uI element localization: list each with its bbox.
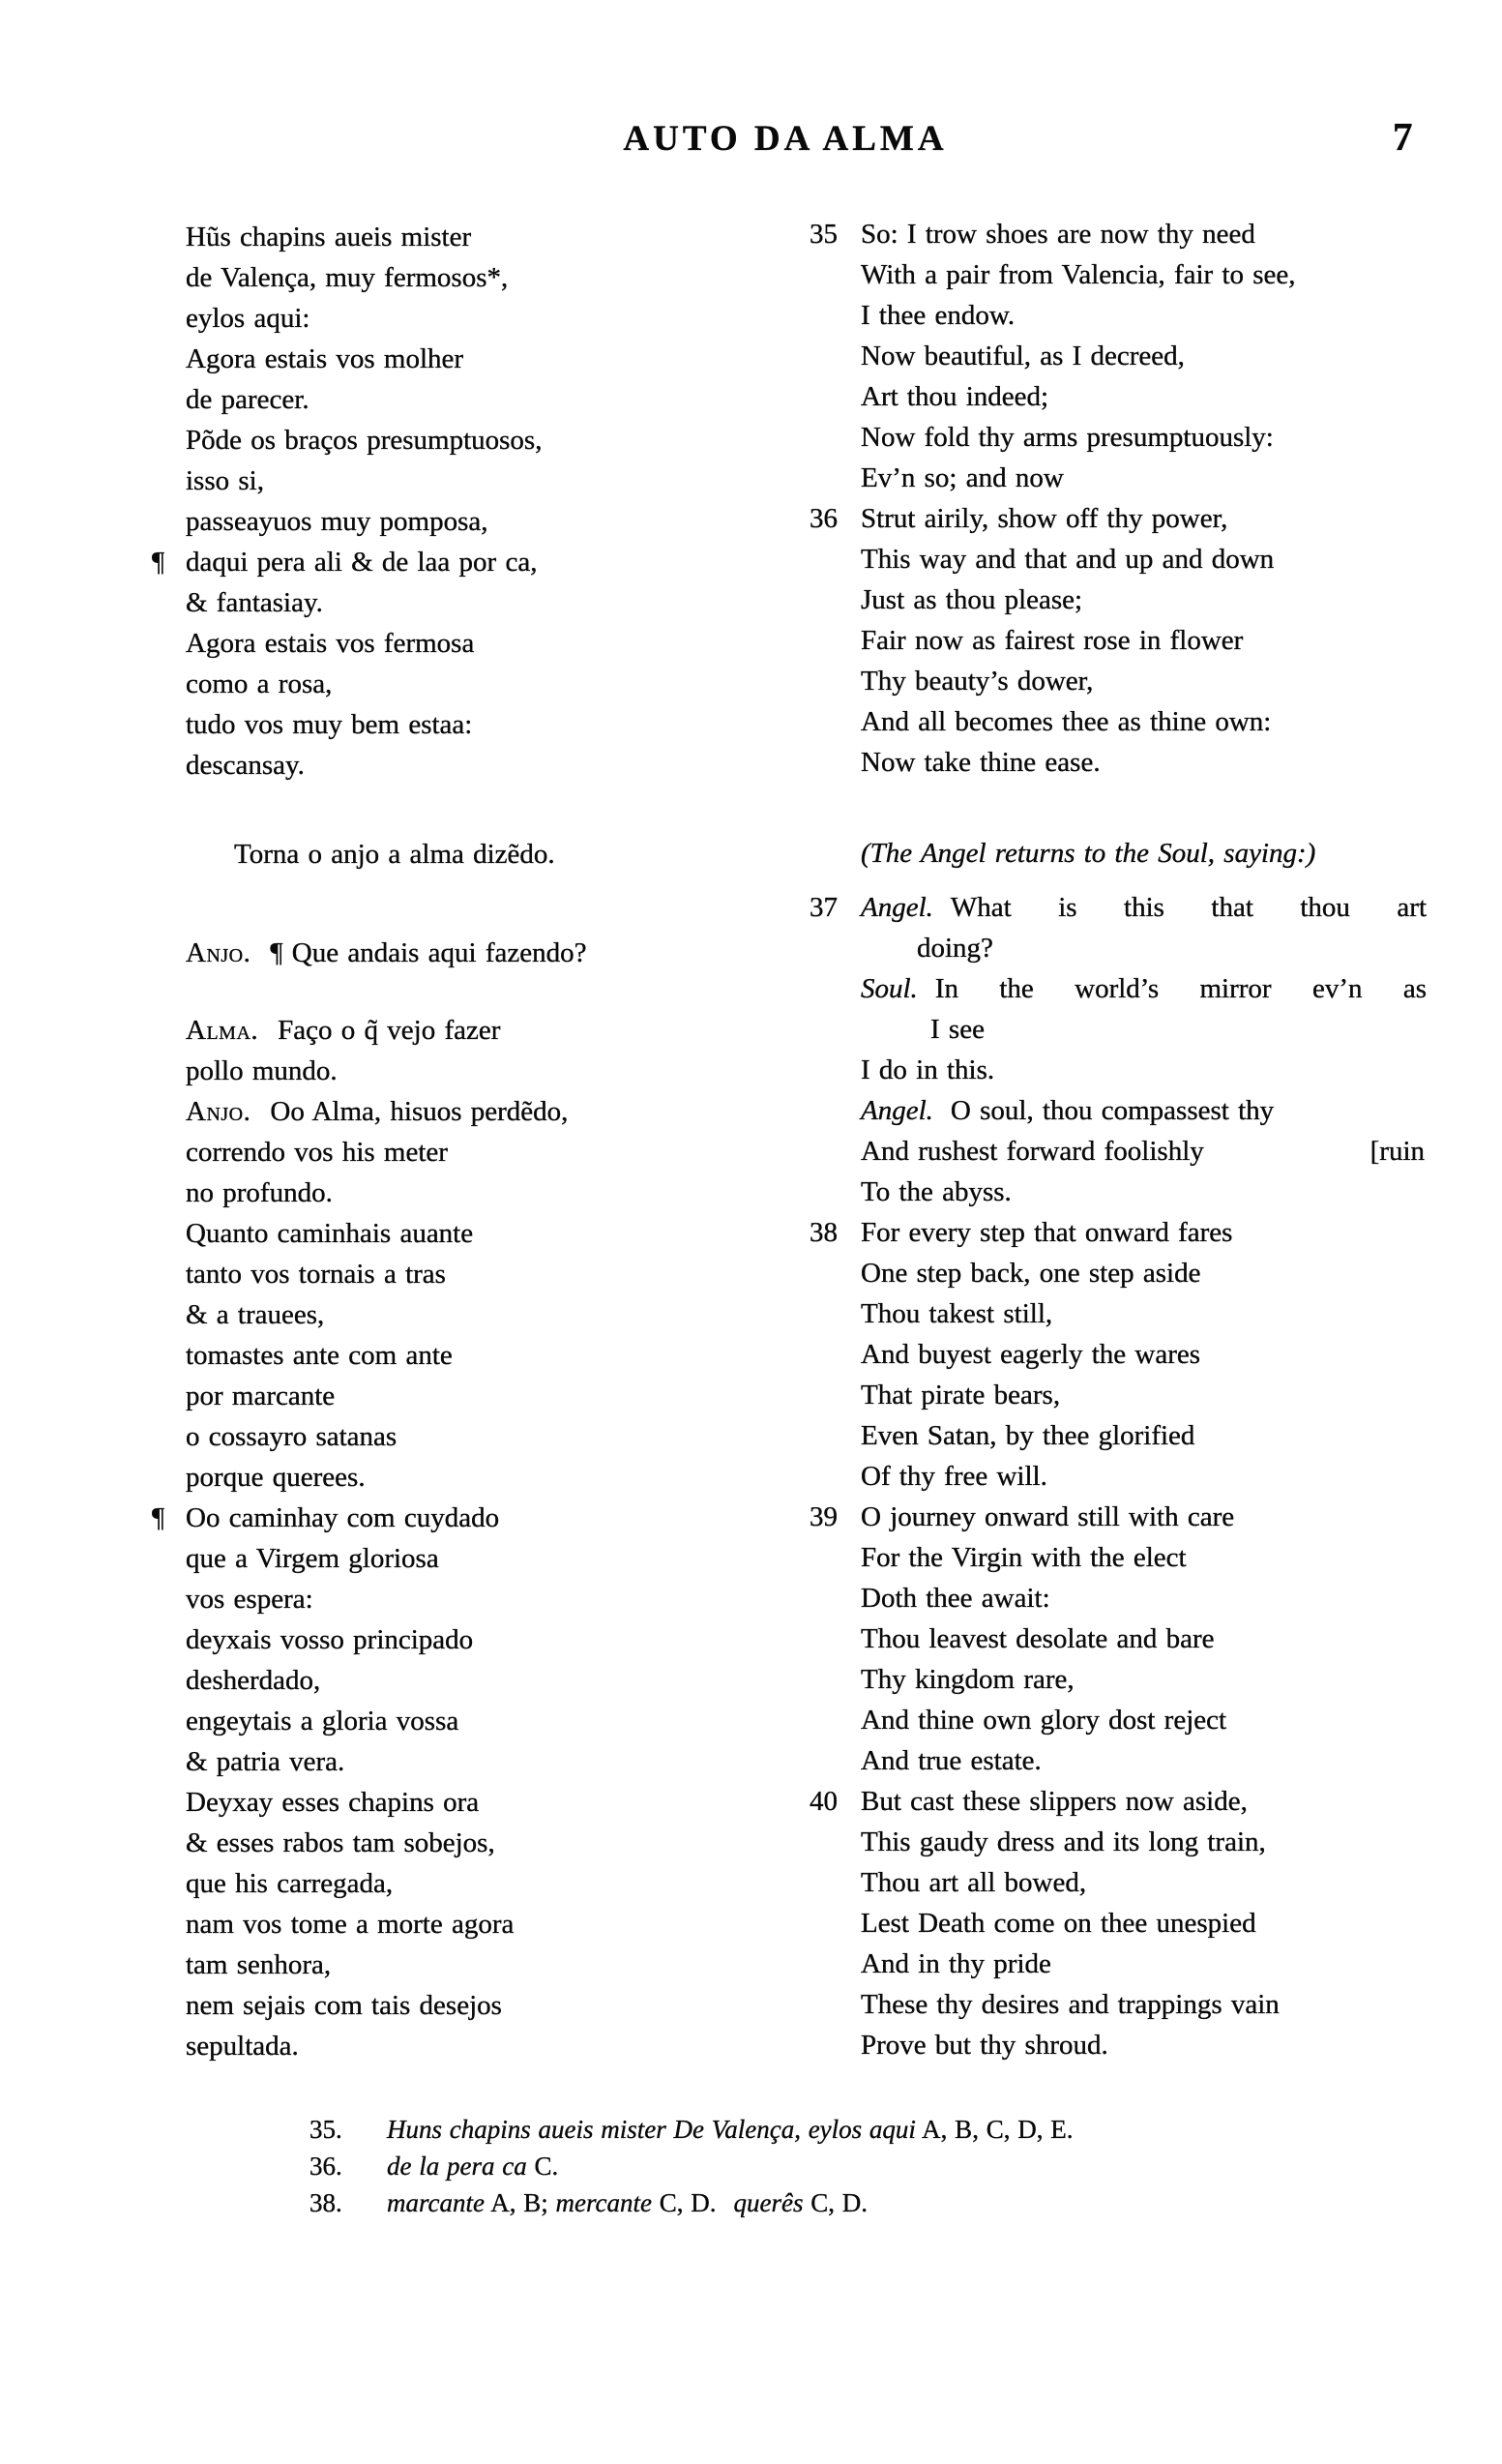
verse-line [186, 1619, 785, 1660]
line-text: So: I trow shoes are now thy need [861, 219, 1255, 250]
line-text: Torna o anjo a alma dizẽdo. [234, 839, 555, 870]
line-text: Oo caminhay com cuydado [186, 1502, 500, 1533]
stanza-number: 38 [810, 1217, 838, 1248]
verse-line [861, 417, 1427, 458]
line-text: passeayuos muy pomposa, [186, 506, 488, 537]
line-text: & patria vera. [186, 1746, 345, 1777]
line-text: Lest Death come on thee unespied [861, 1908, 1256, 1939]
footnote-number: 35. [309, 2115, 342, 2144]
line-text: Oo Alma, hisuos perdẽdo, [270, 1096, 569, 1127]
line-text: Now take thine ease. [861, 747, 1101, 778]
verse-line [861, 579, 1427, 620]
line-text: Faço o q̃ vejo fazer [278, 1015, 501, 1046]
verse-line [861, 2025, 1427, 2065]
line-text: Agora estais vos molher [186, 343, 464, 374]
verse-line [861, 1862, 1427, 1903]
footnotes-block [309, 2111, 1073, 2221]
page-number: 7 [1393, 114, 1413, 159]
verse-line [186, 460, 785, 501]
verse-line [861, 1050, 1427, 1090]
verse-line [861, 968, 1427, 1009]
verse-line [861, 1293, 1427, 1334]
line-text: tanto vos tornais a tras [186, 1259, 446, 1290]
speaker-label: Soul. [861, 973, 918, 1004]
verse-line [186, 1538, 785, 1579]
line-text: eylos aqui: [186, 303, 310, 334]
stanza-number: 40 [810, 1786, 838, 1817]
stanza-number: 36 [810, 503, 838, 534]
spacer [861, 783, 862, 833]
footnote-sigla: C, D. [651, 2188, 717, 2217]
line-text: pollo mundo. [186, 1055, 338, 1086]
line-text: I see [930, 1014, 985, 1045]
line-text: tomastes ante com ante [186, 1340, 453, 1371]
verse-line [810, 1212, 1427, 1253]
line-text: no profundo. [186, 1177, 333, 1208]
verse-line [186, 257, 785, 298]
footnote-lemma: mercante [555, 2188, 652, 2217]
verse-line [861, 539, 1427, 579]
footnote-sigla: A, B; [484, 2188, 556, 2217]
verse-line [810, 1497, 1427, 1537]
line-text: nem sejais com tais desejos [186, 1990, 502, 2021]
line-text: For every step that onward fares [861, 1217, 1233, 1248]
verse-line [861, 1334, 1427, 1375]
line-text: nam vos tome a morte agora [186, 1909, 515, 1940]
line-text: daqui pera ali & de laa por ca, [186, 547, 538, 578]
verse-line [186, 501, 785, 542]
verse-line [186, 1051, 785, 1091]
portuguese-column [152, 217, 785, 2066]
verse-line [861, 1659, 1427, 1700]
speaker-label: Alma. [186, 1015, 259, 1046]
verse-line [810, 498, 1427, 539]
line-text: tam senhora, [186, 1949, 332, 1980]
verse-line [186, 1457, 785, 1498]
footnote-lemma: marcante [387, 2188, 485, 2217]
line-text: Põde os braços presumptuosos, [186, 425, 543, 456]
verse-line [861, 1131, 1427, 1172]
verse-line [186, 623, 785, 664]
verse-line [861, 1903, 1427, 1944]
verse-line [186, 379, 785, 420]
verse-line [186, 1741, 785, 1782]
line-text: por marcante [186, 1380, 336, 1411]
verse-line [186, 1579, 785, 1619]
line-text: Art thou indeed; [861, 381, 1049, 412]
verse-line [186, 1132, 785, 1173]
verse-line [186, 745, 785, 786]
line-text: In the world’s mirror ev’n as [934, 973, 1427, 1004]
pilcrow-mark: ¶ [152, 1502, 165, 1533]
stanza-number: 39 [810, 1501, 838, 1532]
line-text: Deyxay esses chapins ora [186, 1787, 480, 1818]
line-text: Fair now as fairest rose in flower [861, 625, 1244, 656]
line-text: Now fold thy arms presumptuously: [861, 422, 1274, 453]
verse-line [810, 887, 1427, 928]
line-text: Thou takest still, [861, 1298, 1053, 1329]
line-text: One step back, one step aside [861, 1258, 1201, 1289]
verse-line [186, 1823, 785, 1863]
line-text: Hũs chapins aueis mister [186, 222, 472, 252]
stage-direction [186, 834, 785, 875]
line-text: Strut airily, show off thy power, [861, 503, 1228, 534]
verse-line [861, 1375, 1427, 1415]
stage-direction [861, 833, 1427, 874]
line-text: Prove but thy shroud. [861, 2030, 1108, 2061]
verse-line [861, 661, 1427, 701]
verse-line [186, 1010, 785, 1051]
line-text: I do in this. [861, 1054, 995, 1085]
footnote-lemma: querês [733, 2188, 804, 2217]
verse-line [861, 254, 1427, 295]
verse-line [186, 1416, 785, 1457]
verse-line [186, 582, 785, 623]
line-text: These thy desires and trappings vain [861, 1989, 1280, 2020]
line-text: O journey onward still with care [861, 1501, 1235, 1532]
page-title: AUTO DA ALMA [623, 119, 948, 159]
line-text: que his carregada, [186, 1868, 394, 1899]
spacer [186, 786, 187, 834]
line-text: Even Satan, by thee glorified [861, 1420, 1195, 1451]
line-text: And all becomes thee as thine own: [861, 706, 1272, 737]
line-text: tudo vos muy bem estaa: [186, 709, 473, 740]
line-text: With a pair from Valencia, fair to see, [861, 259, 1296, 290]
line-text: de parecer. [186, 384, 309, 415]
verse-line [186, 1091, 785, 1132]
verse-line [861, 1172, 1427, 1212]
line-text: Thou art all bowed, [861, 1867, 1087, 1898]
line-text: And buyest eagerly the wares [861, 1339, 1201, 1370]
verse-line [861, 1009, 1427, 1050]
verse-line [861, 295, 1427, 336]
verse-line [186, 1294, 785, 1335]
footnote-number: 36. [309, 2152, 342, 2181]
verse-line [861, 1456, 1427, 1497]
verse-line [861, 1618, 1427, 1659]
verse-line [810, 1781, 1427, 1822]
line-text: Ev’n so; and now [861, 462, 1064, 493]
verse-line [861, 620, 1427, 661]
verse-line [861, 928, 1427, 968]
stanza-number: 35 [810, 219, 838, 250]
spacer [186, 875, 187, 933]
verse-line [861, 376, 1427, 417]
line-text: de Valença, muy fermosos*, [186, 262, 509, 293]
line-text: This way and that and up and down [861, 544, 1275, 575]
line-text: que a Virgem gloriosa [186, 1543, 439, 1574]
line-text: That pirate bears, [861, 1380, 1061, 1410]
line-text: Agora estais vos fermosa [186, 628, 475, 659]
verse-line [861, 1984, 1427, 2025]
verse-line [186, 933, 785, 973]
line-text: This gaudy dress and its long train, [861, 1826, 1266, 1857]
line-text: O soul, thou compassest thy [950, 1095, 1275, 1126]
verse-line [861, 1944, 1427, 1984]
line-text: vos espera: [186, 1584, 313, 1615]
verse-line [186, 1985, 785, 2026]
line-text: sepultada. [186, 2031, 299, 2062]
footnote-sigla: C, D. [803, 2188, 868, 2217]
verse-line [861, 1090, 1427, 1131]
line-text: But cast these slippers now aside, [861, 1786, 1248, 1817]
spacer [186, 973, 187, 1010]
verse-line [861, 1253, 1427, 1293]
line-text: deyxais vosso principado [186, 1624, 474, 1655]
speaker-label: Angel. [861, 892, 933, 923]
verse-line [152, 542, 785, 582]
line-text: doing? [917, 933, 993, 964]
verse-line [861, 1822, 1427, 1862]
line-text: isso si, [186, 465, 264, 496]
line-text: And thine own glory dost reject [861, 1705, 1227, 1736]
spacer [861, 874, 862, 887]
verse-line [186, 1944, 785, 1985]
stanza-number: 37 [810, 892, 838, 923]
verse-line [861, 742, 1427, 783]
verse-line [186, 1213, 785, 1254]
footnote-lemma: de la pera ca [387, 2152, 527, 2181]
line-text: porque querees. [186, 1462, 366, 1493]
line-text: What is this that thou art [950, 892, 1427, 923]
verse-line [861, 1740, 1427, 1781]
verse-line [186, 339, 785, 379]
verse-line [186, 1376, 785, 1416]
line-text: (The Angel returns to the Soul, saying:) [861, 838, 1316, 869]
catchword-note: [ruin [1369, 1136, 1425, 1167]
verse-line [186, 1904, 785, 1944]
verse-line [186, 217, 785, 257]
line-text: ¶ Que andais aqui fazendo? [270, 937, 587, 968]
verse-line [186, 2026, 785, 2066]
verse-line [861, 701, 1427, 742]
line-text: Of thy free will. [861, 1461, 1047, 1492]
speaker-label: Anjo. [186, 1096, 251, 1127]
line-text: And rushest forward foolishly [861, 1136, 1204, 1167]
verse-line [186, 1660, 785, 1701]
verse-line [186, 1254, 785, 1294]
verse-line [810, 214, 1427, 254]
speaker-label: Angel. [861, 1095, 933, 1126]
speaker-label: Anjo. [186, 937, 251, 968]
line-text: I thee endow. [861, 300, 1016, 331]
line-text: & fantasiay. [186, 587, 323, 618]
verse-line [186, 1335, 785, 1376]
line-text: & a trauees, [186, 1299, 325, 1330]
verse-line [186, 1863, 785, 1904]
line-text: descansay. [186, 750, 305, 781]
verse-line [186, 298, 785, 339]
line-text: Thy beauty’s dower, [861, 666, 1094, 697]
footnote-lemma: Huns chapins aueis mister De Valença, eylos aqui [387, 2115, 916, 2144]
verse-line [861, 458, 1427, 498]
footnote-sigla: A, B, C, D, E. [915, 2115, 1074, 2144]
verse-line [186, 1782, 785, 1823]
line-text: correndo vos his meter [186, 1137, 448, 1168]
footnote-line [309, 2148, 1073, 2184]
verse-line [861, 1415, 1427, 1456]
line-text: Just as thou please; [861, 584, 1083, 615]
line-text: como a rosa, [186, 668, 333, 699]
line-text: engeytais a gloria vossa [186, 1706, 459, 1737]
verse-line [186, 420, 785, 460]
verse-line [861, 1537, 1427, 1578]
line-text: For the Virgin with the elect [861, 1542, 1187, 1573]
line-text: desherdado, [186, 1665, 321, 1696]
line-text: Doth thee await: [861, 1583, 1050, 1614]
verse-line [152, 1498, 785, 1538]
line-text: & esses rabos tam sobejos, [186, 1827, 495, 1858]
verse-line [186, 664, 785, 704]
line-text: To the abyss. [861, 1176, 1012, 1207]
line-text: Quanto caminhais auante [186, 1218, 474, 1249]
footnote-line [309, 2111, 1073, 2148]
verse-line [186, 1701, 785, 1741]
line-text: Thou leavest desolate and bare [861, 1623, 1215, 1654]
footnote-number: 38. [309, 2188, 342, 2217]
line-text: Now beautiful, as I decreed, [861, 341, 1185, 371]
pilcrow-mark: ¶ [152, 547, 165, 578]
verse-line [861, 1578, 1427, 1618]
verse-line [861, 1700, 1427, 1740]
verse-line [186, 704, 785, 745]
line-text: And in thy pride [861, 1948, 1051, 1979]
english-column [810, 214, 1427, 2065]
footnote-line [309, 2184, 1073, 2221]
line-text: And true estate. [861, 1745, 1042, 1776]
verse-line [861, 336, 1427, 376]
footnote-sigla: C. [526, 2152, 559, 2181]
verse-line [186, 1173, 785, 1213]
line-text: o cossayro satanas [186, 1421, 398, 1452]
line-text: Thy kingdom rare, [861, 1664, 1075, 1695]
